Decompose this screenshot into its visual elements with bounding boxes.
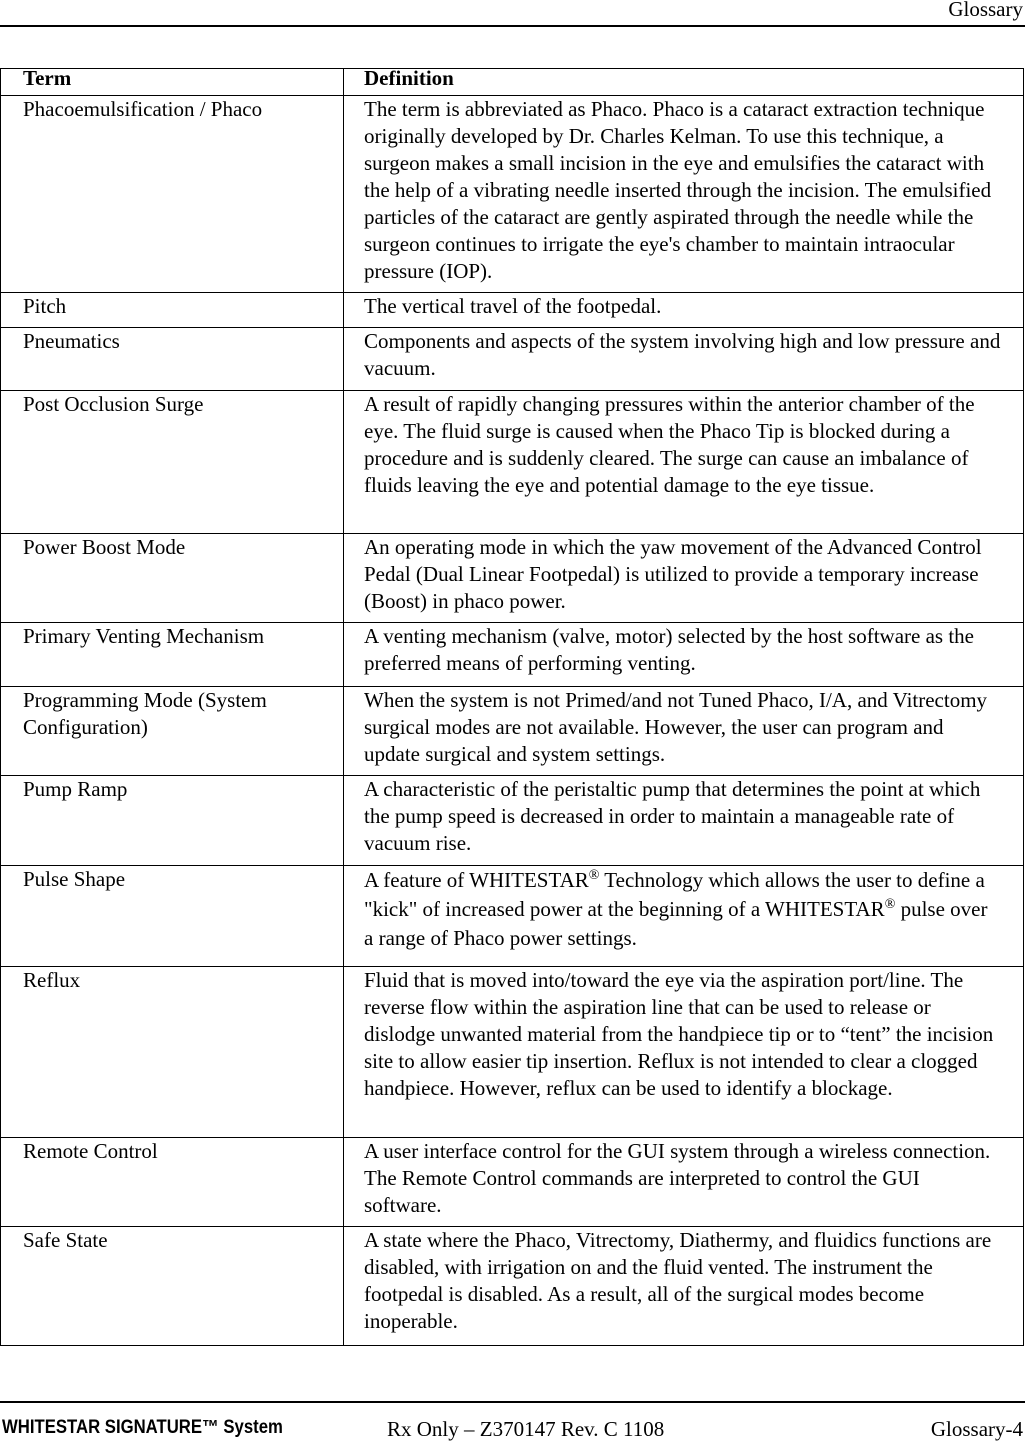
column-header-term: Term [1,69,344,96]
footer-document-number: Rx Only – Z370147 Rev. C 1108 [387,1417,665,1441]
table-row [1,1227,1024,1346]
definition-cell: The vertical travel of the footpedal. [344,293,1024,328]
term-cell: Pulse Shape [1,866,344,967]
header-rule [0,25,1025,27]
table-header-row [1,69,1024,96]
footer-product: WHITESTAR SIGNATURE™ System [2,1417,283,1438]
running-header: Glossary [948,0,1023,21]
term-cell: Primary Venting Mechanism [1,623,344,687]
table-row [1,1138,1024,1227]
column-header-definition: Definition [344,69,1024,96]
table-row [1,293,1024,328]
table-row [1,534,1024,623]
term-cell: Pitch [1,293,344,328]
definition-cell: Components and aspects of the system involving high and low pressure and vacuum. [344,328,1024,391]
term-cell: Remote Control [1,1138,344,1227]
table-row [1,623,1024,687]
table-row [1,776,1024,866]
definition-cell: When the system is not Primed/and not Tuned Phaco, I/A, and Vitrectomy surgical modes are not available. However, the user can program and update surgical and system settings. [344,687,1024,776]
table-row [1,687,1024,776]
footer-rule [0,1401,1025,1403]
definition-text: pulse over a range of Phaco power settings. [364,897,988,950]
glossary-table [0,68,1024,1346]
term-cell: Pneumatics [1,328,344,391]
table-row [1,328,1024,391]
footer-page-number: Glossary-4 [930,1417,1023,1441]
definition-cell: A result of rapidly changing pressures within the anterior chamber of the eye. The fluid surge is caused when the Phaco Tip is blocked during a procedure and is suddenly cleared. The surge can cause an imbalance of fluids leaving the eye and potential damage to the eye tissue. [344,391,1024,534]
term-cell: Programming Mode (System Configuration) [1,687,344,776]
registered-mark: ® [588,868,600,883]
definition-cell: A user interface control for the GUI system through a wireless connection. The Remote Control commands are interpreted to control the GUI software. [344,1138,1024,1227]
term-cell: Post Occlusion Surge [1,391,344,534]
definition-text: A feature of WHITESTAR [364,868,589,892]
definition-cell: Fluid that is moved into/toward the eye via the aspiration port/line. The reverse flow within the aspiration line that can be used to release or dislodge unwanted material from the handpiece tip or to “tent” the incision site to allow easier tip insertion. Reflux is not intended to clear a clogged handpiece. However, reflux can be used to identify a blockage. [344,967,1024,1138]
table-row [1,866,1024,967]
definition-cell: An operating mode in which the yaw movement of the Advanced Control Pedal (Dual Linear Footpedal) is utilized to provide a temporary increase (Boost) in phaco power. [344,534,1024,623]
term-cell: Safe State [1,1227,344,1346]
definition-cell: A characteristic of the peristaltic pump that determines the point at which the pump speed is decreased in order to maintain a manageable rate of vacuum rise. [344,776,1024,866]
definition-text: Technology which allows the user to define a "kick" of increased power at the beginning of a WHITESTAR [364,868,985,921]
table-row [1,96,1024,293]
term-cell: Phacoemulsification / Phaco [1,96,344,293]
term-cell: Pump Ramp [1,776,344,866]
definition-cell: A state where the Phaco, Vitrectomy, Diathermy, and fluidics functions are disabled, with irrigation on and the fluid vented. The instrument the footpedal is disabled. As a result, all of the surgical modes become inoperable. [344,1227,1024,1346]
registered-mark: ® [884,897,896,912]
term-cell: Power Boost Mode [1,534,344,623]
definition-cell [344,866,1024,967]
table-row [1,967,1024,1138]
term-cell: Reflux [1,967,344,1138]
table-row [1,391,1024,534]
definition-cell: A venting mechanism (valve, motor) selected by the host software as the preferred means of performing venting. [344,623,1024,687]
definition-cell: The term is abbreviated as Phaco. Phaco is a cataract extraction technique originally developed by Dr. Charles Kelman. To use this technique, a surgeon makes a small incision in the eye and emulsifies the cataract with the help of a vibrating needle inserted through the incision. The emulsified particles of the cataract are gently aspirated through the needle while the surgeon continues to irrigate the eye's chamber to maintain intraocular pressure (IOP). [344,96,1024,293]
